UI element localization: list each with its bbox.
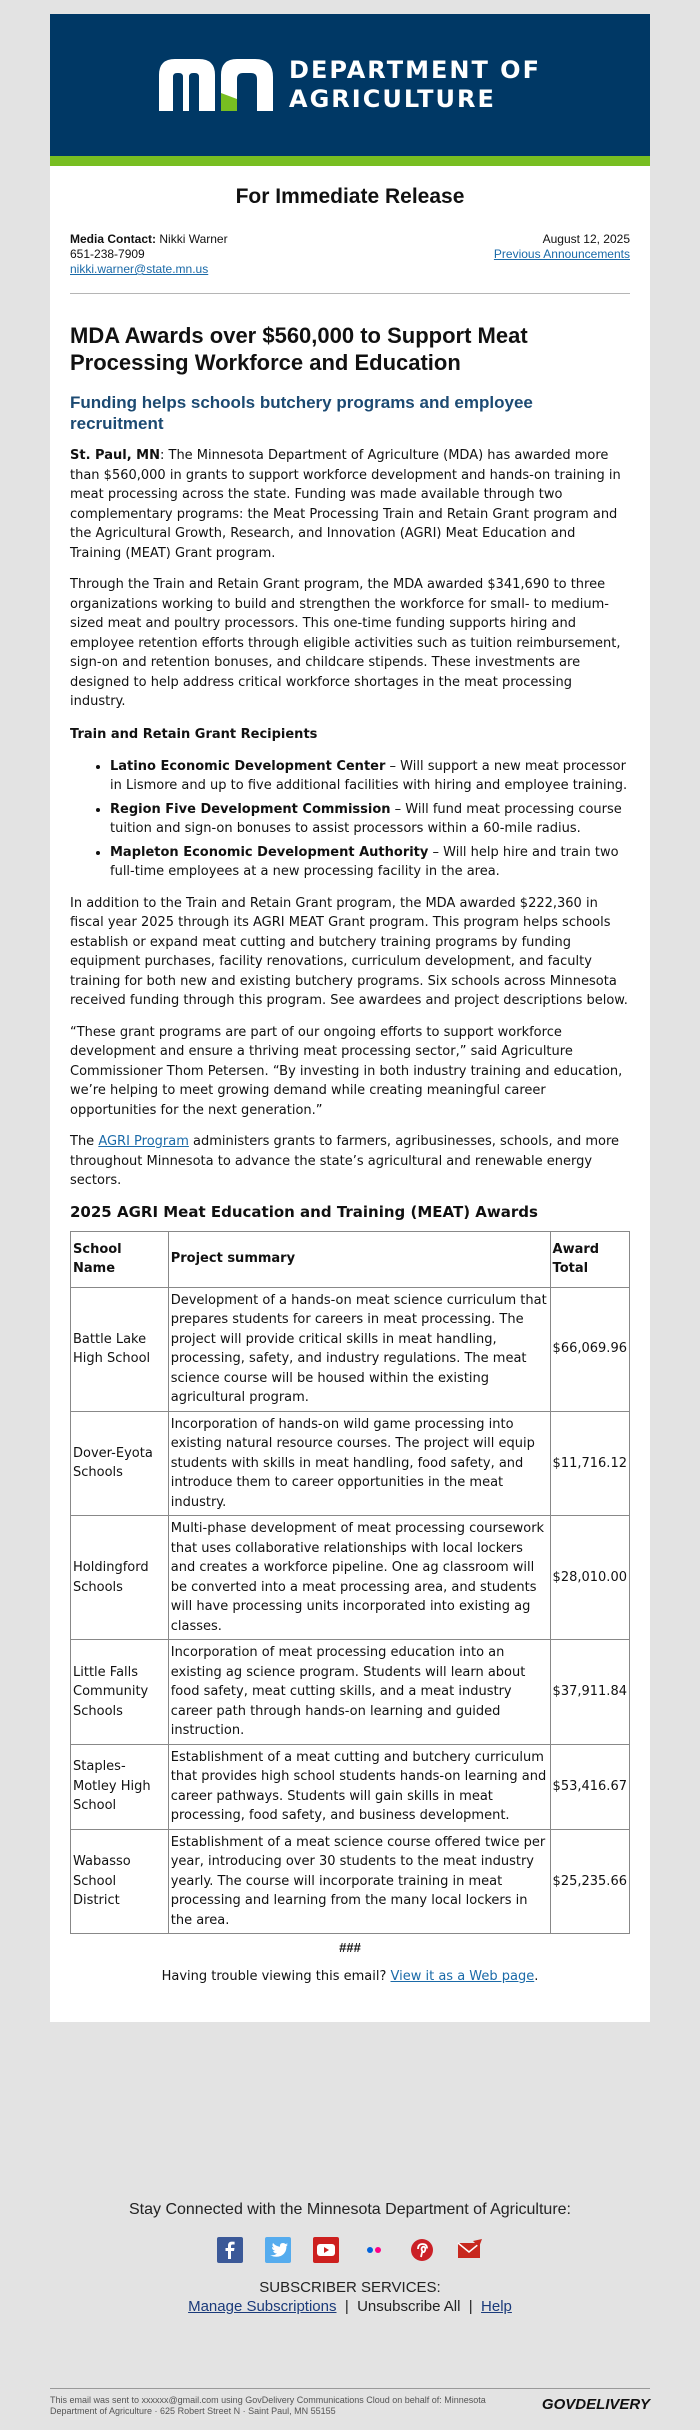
intro-paragraph	[70, 446, 630, 563]
trouble-viewing	[70, 1969, 630, 2022]
summary-cell: Multi-phase development of meat processing coursework that uses collaborative relationships with local lockers and creates a workforce pipeline. One ag classroom will be converted into a meat processing area, and students will have processing units incorporated into existing ag classes.	[168, 1516, 550, 1640]
school-cell: Staples-Motley High School	[71, 1744, 169, 1829]
trouble-end: .	[534, 1969, 539, 1984]
previous-announcements-link[interactable]: Previous Announcements	[493, 247, 630, 261]
contact-phone: 651-238-7909	[70, 247, 145, 261]
footer	[0, 2187, 700, 2315]
subheadline: Funding helps schools butchery programs and employee recruitment	[70, 393, 533, 433]
table-row	[71, 1829, 630, 1934]
agri-program-link[interactable]: AGRI Program	[98, 1134, 189, 1149]
end-mark: ###	[339, 1940, 361, 1955]
summary-cell: Development of a hands-on meat science curriculum that prepares students for careers in meat processing. The project will provide critical skills in meat handling, processing, safety, and industry regulations. The meat science course will be housed within the existing agricultural program.	[168, 1287, 550, 1411]
release-title: For Immediate Release	[235, 185, 465, 208]
award-cell: $53,416.67	[550, 1744, 629, 1829]
email-card	[50, 14, 650, 2022]
mda-logo	[159, 56, 541, 114]
agri-post: administers grants to farmers, agribusinesses, schools, and more throughout Minnesota to advance the state’s agricultural and renewable energy sectors.	[70, 1134, 620, 1188]
header-summary: Project summary	[168, 1231, 550, 1287]
list-item	[110, 843, 630, 882]
green-accent-bar	[50, 156, 650, 166]
intro-text: : The Minnesota Department of Agriculture (MDA) has awarded more than $560,000 in grants to support workforce development and hands-on training in meat processing across the state. Funding was made available through two complementary programs: the Meat Processing Train and Retain Grant program and the Agricultural Growth, Research, and Innovation (AGRI) Meat Education and Training (MEAT) Grant program.	[70, 448, 621, 561]
unsubscribe-all-link[interactable]: Unsubscribe All	[357, 2298, 461, 2315]
header-banner	[50, 14, 650, 156]
youtube-icon[interactable]	[313, 2237, 339, 2263]
award-cell: $25,235.66	[550, 1829, 629, 1934]
table-title: 2025 AGRI Meat Education and Training (MEAT) Awards	[70, 1202, 538, 1221]
view-web-page-link[interactable]: View it as a Web page	[390, 1969, 535, 1984]
headline: MDA Awards over $560,000 to Support Meat Processing Workforce and Education	[70, 323, 528, 375]
release-date: August 12, 2025	[542, 232, 630, 246]
quote-paragraph: “These grant programs are part of our ongoing efforts to support workforce development and ensure a thriving meat processing sector,” said Agriculture Commissioner Thom Petersen. “By investing in both industry training and education, we’re helping to meet growing demand while creating meaningful career opportunities for the next generation.”	[70, 1024, 623, 1118]
awards-table	[70, 1231, 630, 1935]
link-separator: |	[336, 2298, 358, 2315]
table-row	[71, 1744, 630, 1829]
recipients-list	[110, 757, 630, 882]
summary-cell: Incorporation of hands-on wild game processing into existing natural resource courses. The project will equip students with skills in meat handling, food safety, and introduce them to career opportunities in the meat industry.	[168, 1411, 550, 1516]
mn-logo-icon	[159, 59, 273, 111]
table-row	[71, 1640, 630, 1745]
stay-connected: Stay Connected with the Minnesota Department of Agriculture:	[128, 2201, 571, 2218]
agri-paragraph	[70, 1132, 630, 1191]
fine-print-line-2: Department of Agriculture · 625 Robert Street N · Saint Paul, MN 55155	[50, 2406, 336, 2416]
header-award: Award Total	[550, 1231, 629, 1287]
recipients-heading: Train and Retain Grant Recipients	[70, 726, 318, 742]
paragraph-3: In addition to the Train and Retain Grant program, the MDA awarded $222,360 in fiscal year 2025 through its AGRI MEAT Grant program. This program helps schools establish or expand meat cutting and butchery training programs by funding equipment purchases, facility renovations, curriculum development, and faculty training for both new and existing butchery programs. Six schools across Minnesota received funding through this program. See awardees and project descriptions below.	[70, 895, 628, 1008]
agri-pre: The	[70, 1134, 99, 1149]
school-cell: Battle Lake High School	[71, 1287, 169, 1411]
recipient-name: Mapleton Economic Development Authority	[110, 844, 429, 860]
email-icon[interactable]	[457, 2237, 483, 2263]
school-cell: Little Falls Community Schools	[71, 1640, 169, 1745]
flickr-icon[interactable]	[361, 2237, 387, 2263]
facebook-icon[interactable]	[217, 2237, 243, 2263]
social-icons	[0, 2237, 700, 2263]
contact-email-link[interactable]: nikki.warner@state.mn.us	[70, 262, 209, 276]
recipient-desc: – Will help hire and train two full-time employees at a new processing facility in the area.	[110, 844, 619, 879]
logo-line-2: AGRICULTURE	[289, 85, 496, 113]
list-item	[110, 800, 630, 839]
divider	[70, 293, 630, 294]
link-separator: |	[460, 2298, 482, 2315]
trouble-text: Having trouble viewing this email?	[161, 1969, 391, 1984]
contact-name: Nikki Warner	[159, 232, 228, 246]
summary-cell: Incorporation of meat processing education into an existing ag science program. Students will learn about food safety, meat cutting skills, and a meat industry career path through hands-on learning and guided instruction.	[168, 1640, 550, 1745]
logo-line-1: DEPARTMENT OF	[289, 56, 541, 84]
table-row	[71, 1411, 630, 1516]
media-contact	[70, 232, 228, 277]
help-link[interactable]: Help	[481, 2298, 512, 2315]
header-school: School Name	[71, 1231, 169, 1287]
table-row	[71, 1516, 630, 1640]
recipient-desc: – Will fund meat processing course tuition and sign-on bonuses to assist processors within a 60-mile radius.	[110, 801, 622, 836]
school-cell: Holdingford Schools	[71, 1516, 169, 1640]
table-row	[71, 1287, 630, 1411]
award-cell: $37,911.84	[550, 1640, 629, 1745]
contact-row	[70, 232, 630, 277]
pinterest-icon[interactable]	[409, 2237, 435, 2263]
manage-subscriptions-link[interactable]: Manage Subscriptions	[188, 2298, 337, 2315]
award-cell: $11,716.12	[550, 1411, 629, 1516]
subscriber-links	[0, 2298, 700, 2315]
school-cell: Wabasso School District	[71, 1829, 169, 1934]
dateline: St. Paul, MN	[70, 448, 160, 463]
fine-print	[50, 2388, 650, 2417]
recipient-desc: – Will support a new meat processor in Lismore and up to five additional facilities with hiring and employee training.	[110, 758, 628, 793]
recipient-name: Latino Economic Development Center	[110, 758, 386, 774]
subscriber-services-title: SUBSCRIBER SERVICES:	[259, 2279, 441, 2296]
contact-label: Media Contact:	[70, 232, 157, 246]
recipient-name: Region Five Development Commission	[110, 801, 391, 817]
school-cell: Dover-Eyota Schools	[71, 1411, 169, 1516]
govdelivery-logo: GOVDELIVERY	[541, 2396, 650, 2413]
table-header-row	[71, 1231, 630, 1287]
fine-print-line-1: This email was sent to xxxxxx@gmail.com using GovDelivery Communications Cloud on behalf of: Minnesota	[50, 2395, 486, 2405]
summary-cell: Establishment of a meat cutting and butchery curriculum that provides high school students hands-on learning and career pathways. Students will gain skills in meat processing, food safety, and business development.	[168, 1744, 550, 1829]
award-cell: $66,069.96	[550, 1287, 629, 1411]
award-cell: $28,010.00	[550, 1516, 629, 1640]
summary-cell: Establishment of a meat science course offered twice per year, introducing over 30 students to the meat industry yearly. The course will incorporate training in meat processing and learning from the many local lockers in the area.	[168, 1829, 550, 1934]
list-item	[110, 757, 630, 796]
twitter-icon[interactable]	[265, 2237, 291, 2263]
paragraph-2: Through the Train and Retain Grant program, the MDA awarded $341,690 to three organizations working to build and strengthen the workforce for small- to medium-sized meat and poultry processors. This one-time funding supports hiring and employee retention efforts through eligible activities such as tuition reimbursement, sign-on and retention bonuses, and childcare stipends. These investments are designed to help address critical workforce shortages in the meat processing industry.	[70, 577, 621, 709]
date-block	[494, 232, 630, 277]
